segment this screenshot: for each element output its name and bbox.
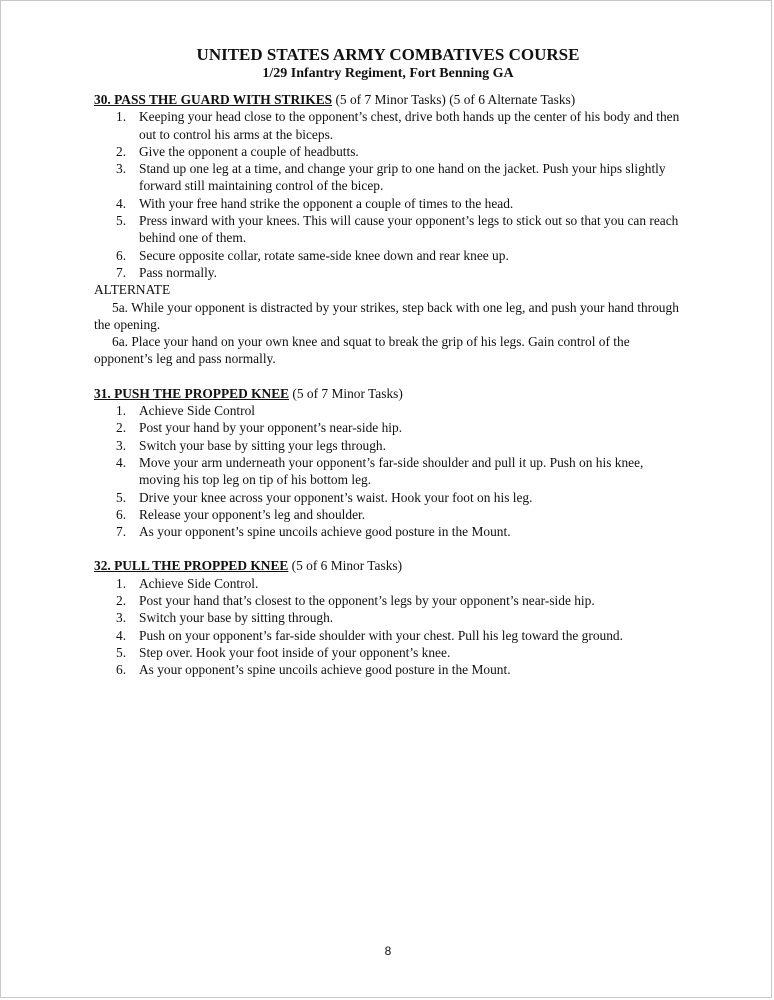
step-text: With your free hand strike the opponent a couple of times to the head.	[139, 195, 514, 211]
list-item	[94, 575, 684, 592]
step-text: Switch your base by sitting through.	[139, 610, 334, 626]
step-number: 6.	[116, 247, 127, 263]
list-item	[94, 247, 684, 264]
step-number: 3.	[116, 610, 127, 626]
section-heading	[94, 385, 684, 402]
step-number: 5.	[116, 644, 127, 660]
step-number: 7.	[116, 264, 127, 280]
list-item	[94, 195, 684, 212]
step-text: Post your hand that’s closest to the opponent’s legs by your opponent’s near-side hip.	[139, 593, 595, 609]
section-note: (5 of 6 Minor Tasks)	[288, 558, 403, 574]
step-number: 1.	[116, 575, 127, 591]
step-number: 4.	[116, 627, 127, 643]
list-item	[94, 143, 684, 160]
step-number: 3.	[116, 437, 127, 453]
list-item	[94, 212, 684, 247]
list-item	[94, 402, 684, 419]
step-number: 7.	[116, 524, 127, 540]
list-item	[94, 160, 684, 195]
list-item	[94, 523, 684, 540]
list-item	[94, 264, 684, 281]
step-number: 6.	[116, 506, 127, 522]
step-number: 2.	[116, 593, 127, 609]
step-number: 1.	[116, 403, 127, 419]
step-text: Press inward with your knees. This will cause your opponent’s legs to stick out so that you can reach behind one of them.	[139, 213, 679, 246]
section-note: (5 of 7 Minor Tasks)	[289, 385, 403, 401]
step-text: Switch your base by sitting your legs through.	[139, 437, 386, 453]
document-body	[94, 91, 684, 679]
section-heading	[94, 91, 684, 108]
page-number: 8	[384, 944, 392, 958]
alternate-step: 6a. Place your hand on your own knee and squat to break the grip of his legs. Gain control of the opponent’s leg and pass normally.	[94, 334, 630, 367]
section-title: 32. PULL THE PROPPED KNEE	[94, 558, 289, 574]
document-subtitle: 1/29 Infantry Regiment, Fort Benning GA	[262, 66, 514, 81]
list-item	[94, 627, 684, 644]
alternate-label: ALTERNATE	[94, 282, 171, 298]
step-number: 2.	[116, 143, 127, 159]
step-text: Give the opponent a couple of headbutts.	[139, 143, 359, 159]
list-item	[94, 661, 684, 678]
step-text: As your opponent’s spine uncoils achieve good posture in the Mount.	[139, 662, 511, 678]
step-text: Drive your knee across your opponent’s waist. Hook your foot on his leg.	[139, 489, 533, 505]
list-item	[94, 489, 684, 506]
section-title: 30. PASS THE GUARD WITH STRIKES	[94, 92, 333, 107]
step-text: Achieve Side Control.	[139, 575, 259, 591]
step-text: Move your arm underneath your opponent’s far-side shoulder and pull it up. Push on his knee, moving his top leg on tip of his bottom leg.	[139, 454, 644, 488]
step-text: Post your hand by your opponent’s near-side hip.	[139, 420, 403, 436]
step-text: Secure opposite collar, rotate same-side knee down and rear knee up.	[139, 247, 509, 263]
step-list	[94, 108, 684, 281]
step-list	[94, 402, 684, 540]
step-number: 2.	[116, 420, 127, 436]
step-number: 4.	[116, 195, 127, 211]
list-item	[94, 644, 684, 661]
section-spacer	[94, 368, 684, 385]
list-item	[94, 609, 684, 626]
list-item	[94, 506, 684, 523]
section-32	[94, 557, 684, 678]
step-text: Release your opponent’s leg and shoulder.	[139, 506, 366, 522]
list-item	[94, 454, 684, 489]
step-text: Step over. Hook your foot inside of your opponent’s knee.	[139, 644, 451, 660]
step-text: Keeping your head close to the opponent’s chest, drive both hands up the center of his body and then out to control his arms at the biceps.	[139, 109, 680, 142]
step-text: Achieve Side Control	[139, 403, 256, 419]
alternate-step: 5a. While your opponent is distracted by your strikes, step back with one leg, and push your hand through the opening.	[94, 299, 679, 332]
section-31	[94, 385, 684, 541]
list-item	[94, 592, 684, 609]
step-text: As your opponent’s spine uncoils achieve good posture in the Mount.	[139, 524, 511, 540]
step-text: Stand up one leg at a time, and change your grip to one hand on the jacket. Push your hips slightly forward still maintaining control of the bicep.	[139, 161, 666, 194]
section-spacer	[94, 540, 684, 557]
step-list	[94, 575, 684, 679]
section-heading	[94, 557, 684, 574]
step-text: Push on your opponent’s far-side shoulder with your chest. Pull his leg toward the ground.	[139, 627, 623, 643]
page-header	[1, 45, 774, 83]
step-number: 1.	[116, 109, 127, 125]
list-item	[94, 108, 684, 143]
step-number: 4.	[116, 454, 127, 470]
section-note: (5 of 7 Minor Tasks) (5 of 6 Alternate Tasks)	[332, 92, 576, 107]
step-number: 3.	[116, 161, 127, 177]
step-number: 6.	[116, 662, 127, 678]
step-text: Pass normally.	[139, 264, 217, 280]
section-title: 31. PUSH THE PROPPED KNEE	[94, 385, 290, 401]
document-title: UNITED STATES ARMY COMBATIVES COURSE	[196, 45, 580, 64]
section-30	[94, 91, 684, 368]
step-number: 5.	[116, 489, 127, 505]
list-item	[94, 419, 684, 436]
step-number: 5.	[116, 213, 127, 229]
list-item	[94, 437, 684, 454]
